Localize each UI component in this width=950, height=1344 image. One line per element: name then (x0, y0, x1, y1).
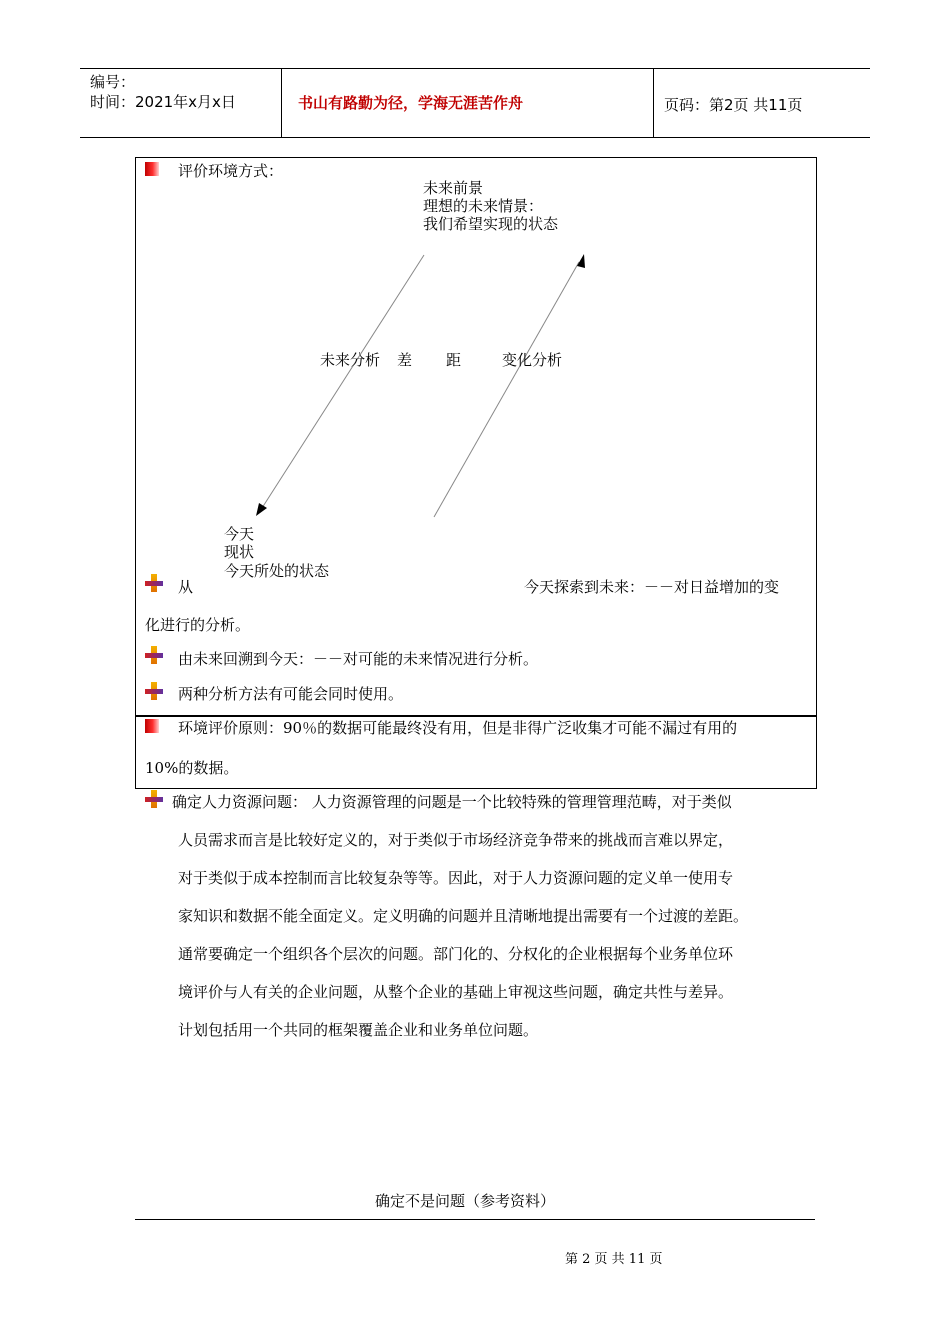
cross-bullet-icon (145, 646, 163, 664)
red-square-bullet-icon (145, 719, 159, 733)
paragraph-line: 对于类似于成本控制而言比较复杂等等。因此，对于人力资源问题的定义单一使用专 (178, 869, 734, 887)
footer-divider (135, 1219, 815, 1220)
gap-label-char2: 距 (446, 351, 462, 369)
cross-bullet-icon (145, 790, 163, 808)
desired-state-line: 我们希望实现的状态 (423, 215, 559, 233)
cross-bullet-icon (145, 682, 163, 700)
bullet3-text: 两种分析方法有可能会同时使用。 (178, 685, 404, 703)
change-analysis-arrow-line (434, 262, 579, 517)
current-state-line: 今天所处的状态 (224, 562, 330, 580)
principle-line1: 环境评价原则：90％的数据可能最终没有用，但是非得广泛收集才可能不漏过有用的 (178, 719, 738, 737)
future-analysis-label: 未来分析 (320, 351, 381, 369)
cross-bullet-icon (145, 574, 163, 592)
paragraph-line: 人员需求而言是比较好定义的，对于类似于市场经济竞争带来的挑战而言难以界定， (178, 831, 734, 849)
bullet1-start: 从 (178, 578, 194, 596)
bullet1-text: 今天探索到未来：－－对日益增加的变 (524, 578, 780, 596)
bullet2-text: 由未来回溯到今天：－－对可能的未来情况进行分析。 (178, 650, 539, 668)
change-analysis-label: 变化分析 (502, 351, 563, 369)
paragraph-line: 家知识和数据不能全面定义。定义明确的问题并且清晰地提出需要有一个过渡的差距。 (178, 907, 749, 925)
date-label: 时间：2021年x月x日 (90, 93, 236, 111)
header-motto: 书山有路勤为径，学海无涯苦作舟 (298, 94, 524, 112)
up-arrowhead-icon (577, 254, 585, 268)
footer-page-number: 第 2 页 共 11 页 (565, 1252, 663, 1267)
paragraph-line: 通常要确定一个组织各个层次的问题。部门化的、分权化的企业根据每个业务单位环 (178, 945, 734, 963)
footer-section-title: 确定不是问题（参考资料） (375, 1192, 556, 1210)
future-prospect-line: 未来前景 (423, 179, 484, 197)
principle-line2: 10%的数据。 (145, 759, 239, 777)
paragraph-line: 境评价与人有关的企业问题，从整个企业的基础上审视这些问题，确定共性与差异。 (178, 983, 734, 1001)
down-arrowhead-icon (256, 503, 267, 516)
hr-issue-first-line: 确定人力资源问题： 人力资源管理的问题是一个比较特殊的管理管理范畴，对于类似 (172, 793, 732, 811)
page-indicator: 页码：第2页 共11页 (664, 96, 803, 114)
future-analysis-arrow-line (262, 255, 424, 508)
section-title: 评价环境方式： (178, 162, 284, 180)
status-quo-line: 现状 (224, 543, 255, 561)
paragraph-line: 计划包括用一个共同的框架覆盖企业和业务单位问题。 (178, 1021, 539, 1039)
ideal-scenario-line: 理想的未来情景： (423, 197, 544, 215)
gap-label-char1: 差 (397, 351, 413, 369)
serial-label: 编号： (90, 73, 136, 91)
today-line: 今天 (224, 525, 255, 543)
bullet1-continuation: 化进行的分析。 (145, 616, 251, 634)
